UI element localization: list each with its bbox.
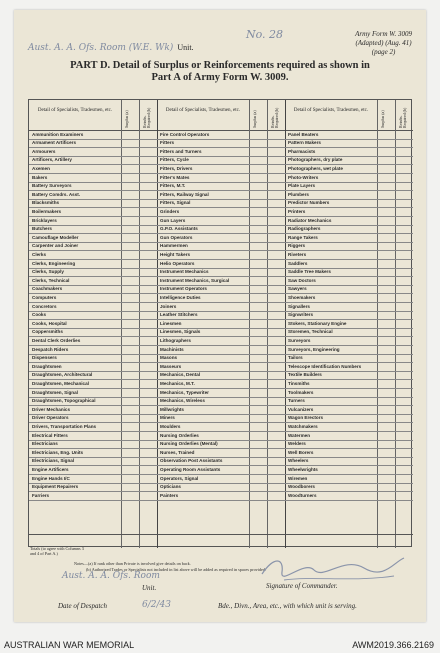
table-row: Wheelwrights [288,467,318,472]
caption-left: AUSTRALIAN WAR MEMORIAL [4,640,135,650]
table-row: Sawyers [288,286,307,292]
table-row: Mechanics, M.T. [160,381,195,386]
table-row: Vulcanizers [288,406,314,412]
totals-label: Totals (to agree with Columns 3 and 4 of Part A.) [30,546,84,556]
despatch-label: Date of Despatch [58,602,107,610]
table-row: Cooks [32,312,47,318]
table-row: Plumbers [288,191,309,197]
table-row: Wagon Erectors [288,415,324,421]
table-row: Shoemakers [288,295,316,300]
table-row: Butchers [32,226,52,232]
table-row: Toolmakers [288,389,314,395]
table-row: Height Takers [160,252,191,257]
table-row: Operating Room Assistants [160,467,221,472]
table-row: Clerks, Engineering [32,260,76,266]
table-row: Concretors [32,303,57,309]
table-row: Pharmacists [288,148,316,154]
table-row: Nursing Orderlies (Mental) [160,441,218,447]
row-rule [285,500,413,501]
table-row: Watermen [288,432,311,438]
table-row: Dispensers [32,355,57,361]
table-row: Wheelers [288,458,309,464]
table-row: Driver Mechanics [32,406,71,412]
table-row: Woodborers [288,484,315,490]
table-row: Fitters, M.T. [160,183,186,189]
table-row: Leather Stitchers [160,312,198,318]
title-line-2: Part A of Army Form W. 3009. [151,72,289,83]
table-row: Photo-Writers [288,174,319,180]
table-row: Despatch Riders [32,346,69,352]
table-row: Equipment Repairers [32,484,79,490]
table-row: Wiremen [288,475,308,481]
column-header: Detail of Specialists, Tradesmen, etc. [37,108,113,113]
table-row: Moulders [160,424,181,429]
table-row: Fitter's Mates [160,174,190,180]
unit-handwriting: Aust. A. A. Ofs. Room (W.E. Wk) [28,43,174,53]
footer-unit-label: Unit. [142,584,157,592]
table-row: Millwrights [160,406,184,412]
table-row: Engine Hands I/C [32,475,70,481]
table-row: Mechanics, Typewriter [160,389,209,395]
table-row: Miners [160,415,175,421]
table-row: Stokers, Stationary Engine [288,320,347,326]
table-row: Dental Clerk Orderlies [32,338,81,343]
table-row: Machinists [160,346,184,352]
table-row: Well Borers [288,449,314,455]
table-row: Photographers, wet plate [288,166,343,171]
row-rule [29,500,157,501]
table-row: Hammermen [160,243,188,249]
column-header: Detail of Specialists, Tradesmen, etc. [293,108,369,113]
table-row: Draughtsmen, Architectural [32,372,93,378]
table-row: Fire Control Operators [160,131,210,137]
form-ref-line: Army Form W. 3009 [355,30,412,38]
table-row: Battery Comdrs. Asst. [32,191,81,197]
form-ref-line: (Adapted) (Aug. 41) [355,39,412,47]
table-row: Draughtsmen, Topographical [32,398,96,404]
table-row: Electrical Fitters [32,432,68,438]
table-row: Battery Surveyors [32,183,72,189]
header-unit [28,43,194,53]
table-row: Draughtsmen, Mechanical [32,381,89,386]
table-row: Woodturners [288,492,317,498]
table-row: Printers [288,209,306,214]
table-row: Riggers [288,243,306,249]
note-a: Notes—(a) If rank other than Private is involved give details on back. [74,561,191,566]
table-row: Engine Artificers [32,467,69,472]
table-row: Draughtsmen [32,363,62,369]
specialists-table [28,99,412,547]
table-row: Radiographers [288,226,321,232]
table-row: Telescope Identification Numbers [288,363,362,369]
column-divider [285,100,286,548]
table-row: Range Takers [288,234,318,240]
form-page [14,10,426,622]
sub-divider [377,100,378,548]
table-row: Opticians [160,484,181,490]
table-row: Fitters, Cycle [160,157,189,163]
table-row: Blacksmiths [32,200,60,206]
table-row: Saw Doctors [288,277,316,283]
form-number: No. 28 [246,28,284,41]
table-row: Tinsmiths [288,381,310,386]
bde-label: Bde., Divn., Area, etc., with which unit is serving. [218,602,357,610]
table-row: Armourers [32,148,56,154]
table-row: Gun Operators [160,234,193,240]
table-row: Electricians [32,441,58,447]
title-line-1: PART D. Detail of Surplus or Reinforcements required as shown in [70,60,370,71]
table-row: Bricklayers [32,217,57,223]
table-row: Fitters, Railway Signal [160,191,209,197]
table-row: Mechanics, Wireless [160,398,205,404]
table-row: Tailors [288,355,303,361]
table-row: Pattern Makers [288,140,321,146]
table-row: Saddle Tree Makers [288,269,331,275]
table-row: Joiners [160,303,177,309]
surplus-header: Surplus (a) [252,110,257,128]
form-reference [355,30,412,57]
table-row: Carpenter and Joiner [32,243,79,249]
table-row: Draughtsmen, Signal [32,389,78,395]
table-row: Fitters and Turners [160,148,202,154]
table-row: Surveyors, Engineering [288,346,340,352]
totals-rule [29,534,413,535]
sub-divider [121,100,122,548]
table-row: Clerks, Supply [32,269,64,275]
table-row: Camouflage Modeller [32,234,79,240]
table-row: Mechanics, Dental [160,372,201,378]
table-row: Textile Builders [288,372,322,378]
table-row: Coppersmiths [32,329,63,335]
table-row: Artificers, Artillery [32,157,72,163]
table-row: Signwriters [288,312,314,318]
table-row: Nurses, Trained [160,449,195,455]
table-row: Fitters [160,140,175,146]
table-row: Watchmakers [288,424,318,429]
table-row: Bakers [32,174,48,180]
form-title [34,60,406,84]
reinfts-header: Reinfts. Required (b) [142,107,151,128]
table-row: Masseurs [160,363,182,369]
table-row: Plate Layers [288,183,316,189]
table-row: Cooks, Hospital [32,320,67,326]
table-row: Observation Post Assistants [160,458,223,464]
table-row: Farriers [32,492,50,498]
surplus-header: Surplus (a) [380,110,385,128]
table-row: Gun Layers [160,217,186,223]
table-row: Riveters [288,252,307,257]
table-row: Drivers, Transportation Plans [32,424,97,429]
table-row: Storemen, Technical [288,329,333,335]
table-row: Coachmakers [32,286,63,292]
table-row: Signallers [288,303,310,309]
despatch-date: 6/2/43 [142,600,171,610]
table-row: Ammunition Examiners [32,131,84,137]
table-row: Clerks [32,252,47,257]
table-row: Linesmen [160,320,182,326]
table-row: Radiator Mechanics [288,217,332,223]
note-b: (b) Authorized Trades or Specialists not included in list above will be added as required in spaces provided. [86,567,267,572]
column-header: Detail of Specialists, Tradesmen, etc. [165,108,241,113]
table-row: Grinders [160,209,180,214]
table-row: Predictor Numbers [288,200,330,206]
column-divider [157,100,158,548]
table-row: Photographers, dry plate [288,157,343,163]
commander-signature [254,550,414,584]
footer-unit-handwriting: Aust. A. A. Ofs. Room [62,571,160,581]
caption-right: AWM2019.366.2169 [352,640,434,650]
table-row: Intelligence Duties [160,295,201,300]
form-ref-line: (page 2) [371,48,396,56]
unit-label: Unit. [177,43,194,52]
table-row: Saddlers [288,260,308,266]
sub-divider [139,100,140,548]
table-row: Fitters, Signal [160,200,191,206]
table-row: Surveyors [288,338,311,343]
table-row: Armament Artificers [32,140,76,146]
table-row: Electricians, Eng. Units [32,449,84,455]
table-row: Boilermakers [32,209,62,214]
table-row: Panel Beaters [288,131,319,137]
reinfts-header: Reinfts. Required (b) [270,107,279,128]
table-row: Helio Operators [160,260,195,266]
sub-divider [267,100,268,548]
reinfts-header: Reinfts. Required (b) [398,107,407,128]
table-row: Electricians, Signal [32,458,75,464]
table-row: G.P.O. Assistants [160,226,198,232]
sub-divider [395,100,396,548]
table-row: Operators, Signal [160,475,199,481]
table-row: Painters [160,492,179,498]
table-row: Clerks, Technical [32,277,70,283]
table-row: Nursing Orderlies [160,432,199,438]
table-row: Computers [32,295,57,300]
table-row: Fitters, Drivers [160,166,193,171]
row-rule [157,500,285,501]
table-row: Linesmen, Signals [160,329,201,335]
sub-divider [249,100,250,548]
table-row: Turners [288,398,305,404]
table-row: Masons [160,355,178,361]
table-row: Axemen [32,166,50,171]
signature-label: Signature of Commander. [266,582,338,590]
table-row: Welders [288,441,306,447]
surplus-header: Surplus (a) [124,110,129,128]
table-row: Instrument Operators [160,286,207,292]
table-row: Driver Operators [32,415,69,421]
table-row: Instrument Mechanics [160,269,209,275]
table-row: Lithographers [160,338,191,343]
table-row: Instrument Mechanics, Surgical [160,277,230,283]
